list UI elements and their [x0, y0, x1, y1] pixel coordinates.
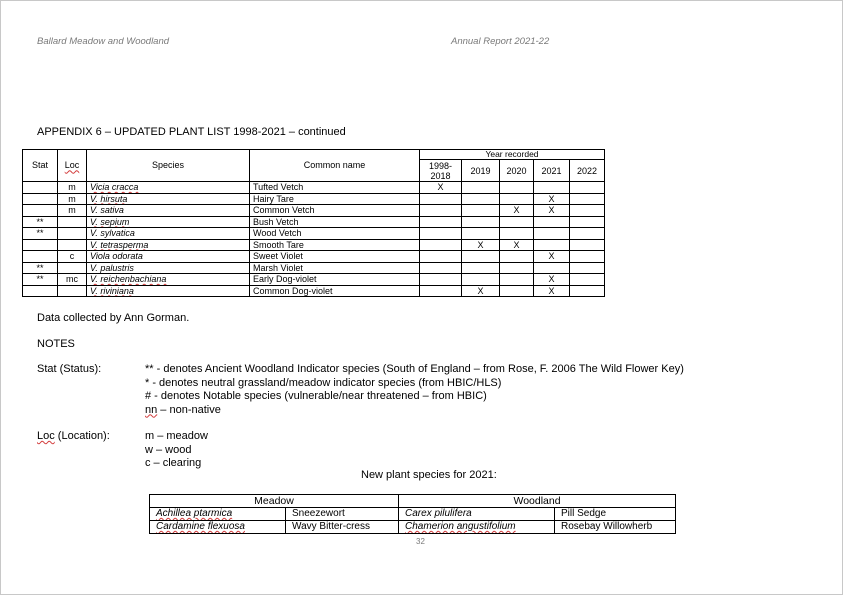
new-species-table — [149, 494, 676, 534]
year-cell — [534, 262, 570, 274]
stat-legend-line: ** - denotes Ancient Woodland Indicator species (South of England – from Rose, F. 2006 The Wild Flower Key) — [145, 363, 684, 375]
year-cell — [462, 216, 500, 228]
loc-cell: m — [58, 205, 87, 217]
year-cell — [420, 251, 462, 263]
year-cell — [462, 262, 500, 274]
species-cell: V. riviniana — [87, 285, 250, 297]
year-cell — [570, 205, 605, 217]
table-row — [23, 251, 605, 263]
loc-cell: mc — [58, 274, 87, 286]
table-row — [23, 182, 605, 194]
species-cell: V. sepium — [87, 216, 250, 228]
species-cell: V. tetrasperma — [87, 239, 250, 251]
year-cell — [500, 285, 534, 297]
stat-legend-line: nn – non-native — [145, 403, 221, 416]
common-name-cell: Tufted Vetch — [250, 182, 420, 194]
col-header-stat: Stat — [23, 150, 58, 182]
year-cell — [462, 182, 500, 194]
year-cell — [500, 274, 534, 286]
year-cell: X — [462, 285, 500, 297]
stat-cell — [23, 285, 58, 297]
year-cell — [462, 228, 500, 240]
meadow-heading: Meadow — [150, 495, 399, 508]
year-cell: X — [534, 251, 570, 263]
page-number: 32 — [416, 537, 425, 546]
loc-cell: m — [58, 182, 87, 194]
species-cell: V. reichenbachiana — [87, 274, 250, 286]
meadow-common-name-cell: Wavy Bitter-cress — [286, 521, 399, 534]
stat-cell — [23, 239, 58, 251]
loc-cell — [58, 239, 87, 251]
year-cell — [462, 193, 500, 205]
year-cell: X — [500, 239, 534, 251]
woodland-common-name-cell: Pill Sedge — [555, 508, 676, 521]
stat-cell — [23, 205, 58, 217]
year-cell — [570, 239, 605, 251]
table-row — [23, 228, 605, 240]
year-cell — [420, 193, 462, 205]
loc-cell — [58, 262, 87, 274]
loc-cell: c — [58, 251, 87, 263]
loc-legend-line: m – meadow — [145, 430, 208, 442]
loc-cell — [58, 285, 87, 297]
loc-legend — [145, 430, 208, 471]
stat-cell — [23, 251, 58, 263]
species-cell: V. hirsuta — [87, 193, 250, 205]
year-cell — [570, 262, 605, 274]
col-header-species: Species — [87, 150, 250, 182]
stat-cell — [23, 193, 58, 205]
species-cell: Viola odorata — [87, 251, 250, 263]
year-cell — [500, 193, 534, 205]
year-cell — [570, 228, 605, 240]
loc-legend-line: w – wood — [145, 443, 192, 456]
stat-legend-line: * - denotes neutral grassland/meadow indicator species (from HBIC/HLS) — [145, 376, 502, 389]
woodland-species-cell: Chamerion angustifolium — [399, 521, 555, 534]
table-row — [150, 508, 676, 521]
col-header-year: 1998- 2018 — [420, 160, 462, 182]
table-row — [23, 274, 605, 286]
appendix-title: APPENDIX 6 – UPDATED PLANT LIST 1998-2021 – continued — [37, 126, 346, 138]
year-cell — [570, 251, 605, 263]
plant-list-table — [22, 149, 605, 297]
year-cell: X — [534, 193, 570, 205]
year-cell: X — [462, 239, 500, 251]
stat-cell: ** — [23, 262, 58, 274]
year-cell — [500, 216, 534, 228]
meadow-species-cell: Cardamine flexuosa — [150, 521, 286, 534]
woodland-heading: Woodland — [399, 495, 676, 508]
year-cell — [570, 216, 605, 228]
loc-cell — [58, 228, 87, 240]
species-cell: V. sylvatica — [87, 228, 250, 240]
year-cell — [462, 251, 500, 263]
year-cell — [570, 193, 605, 205]
table-row — [23, 216, 605, 228]
table-row — [23, 262, 605, 274]
meadow-species-cell: Achillea ptarmica — [150, 508, 286, 521]
col-header-year: 2019 — [462, 160, 500, 182]
year-cell — [534, 239, 570, 251]
year-cell — [534, 216, 570, 228]
year-cell — [420, 216, 462, 228]
year-cell — [462, 274, 500, 286]
year-cell — [500, 251, 534, 263]
year-cell: X — [534, 205, 570, 217]
year-cell — [570, 274, 605, 286]
data-collected-note: Data collected by Ann Gorman. — [37, 312, 190, 324]
common-name-cell: Early Dog-violet — [250, 274, 420, 286]
stat-cell: ** — [23, 228, 58, 240]
species-cell: V. sativa — [87, 205, 250, 217]
common-name-cell: Bush Vetch — [250, 216, 420, 228]
col-header-year: 2020 — [500, 160, 534, 182]
species-cell: Vicia cracca — [87, 182, 250, 194]
year-cell — [500, 228, 534, 240]
col-header-year-recorded: Year recorded — [420, 150, 605, 160]
stat-cell: ** — [23, 274, 58, 286]
table-row — [23, 239, 605, 251]
common-name-cell: Common Dog-violet — [250, 285, 420, 297]
year-cell — [534, 228, 570, 240]
stat-cell — [23, 182, 58, 194]
year-cell — [570, 285, 605, 297]
stat-label: Stat (Status): — [37, 363, 102, 375]
year-cell: X — [534, 274, 570, 286]
stat-legend — [145, 363, 684, 417]
running-header-left: Ballard Meadow and Woodland — [37, 36, 170, 47]
woodland-species-cell: Carex pilulifera — [399, 508, 555, 521]
year-cell — [420, 239, 462, 251]
year-cell — [420, 228, 462, 240]
loc-cell — [58, 216, 87, 228]
common-name-cell: Smooth Tare — [250, 239, 420, 251]
year-cell — [500, 262, 534, 274]
col-header-year: 2021 — [534, 160, 570, 182]
loc-legend-line: c – clearing — [145, 457, 202, 469]
year-cell — [462, 205, 500, 217]
year-cell: X — [534, 285, 570, 297]
stat-cell: ** — [23, 216, 58, 228]
col-header-loc: Loc — [58, 150, 87, 182]
table-row — [23, 285, 605, 297]
nn-abbreviation: nn — [145, 403, 158, 416]
stat-legend-line: # - denotes Notable species (vulnerable/near threatened – from HBIC) — [145, 390, 487, 402]
table-row — [150, 521, 676, 534]
species-cell: V. palustris — [87, 262, 250, 274]
table-row — [23, 205, 605, 217]
year-cell — [420, 205, 462, 217]
year-cell — [570, 182, 605, 194]
year-cell: X — [500, 205, 534, 217]
year-cell — [420, 274, 462, 286]
common-name-cell: Marsh Violet — [250, 262, 420, 274]
new-species-title: New plant species for 2021: — [361, 469, 497, 481]
year-cell — [420, 285, 462, 297]
woodland-common-name-cell: Rosebay Willowherb — [555, 521, 676, 534]
common-name-cell: Common Vetch — [250, 205, 420, 217]
year-cell — [534, 182, 570, 194]
table-row — [23, 193, 605, 205]
common-name-cell: Sweet Violet — [250, 251, 420, 263]
col-header-year: 2022 — [570, 160, 605, 182]
loc-cell: m — [58, 193, 87, 205]
common-name-cell: Hairy Tare — [250, 193, 420, 205]
col-header-common-name: Common name — [250, 150, 420, 182]
common-name-cell: Wood Vetch — [250, 228, 420, 240]
year-cell: X — [420, 182, 462, 194]
running-header-right: Annual Report 2021-22 — [451, 36, 550, 47]
meadow-common-name-cell: Sneezewort — [286, 508, 399, 521]
loc-label: Loc (Location): — [37, 430, 110, 442]
year-cell — [420, 262, 462, 274]
notes-heading: NOTES — [37, 338, 75, 350]
year-cell — [500, 182, 534, 194]
